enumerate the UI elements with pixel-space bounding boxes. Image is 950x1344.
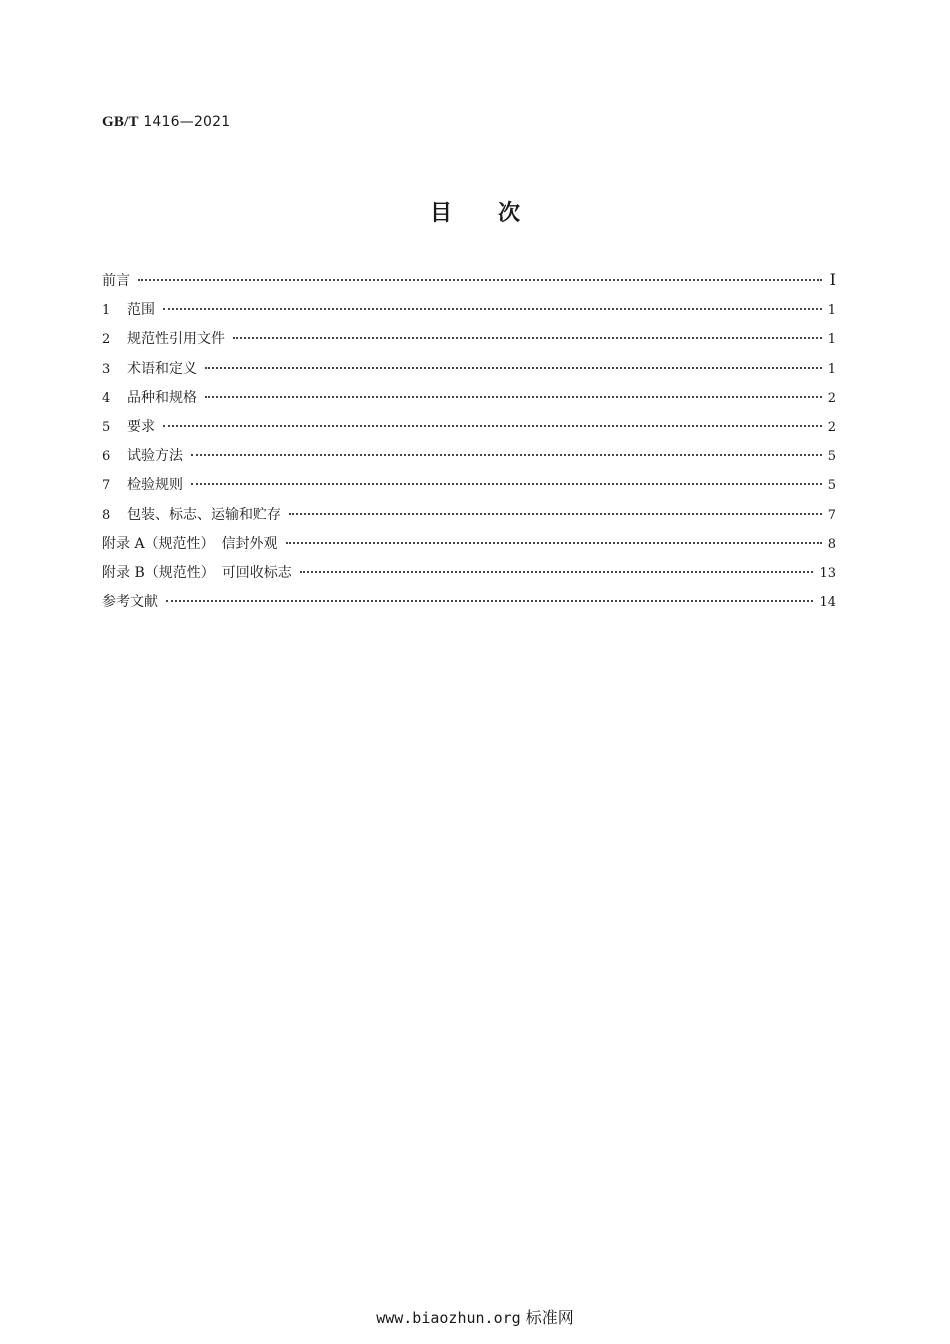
footer-url[interactable]: www.biaozhun.org	[376, 1309, 521, 1327]
standard-number: 1416—2021	[143, 114, 231, 130]
footer-site-name: 标准网	[525, 1308, 574, 1327]
toc-leader-dots	[163, 308, 822, 310]
page-footer	[0, 1305, 950, 1328]
toc-entry-page: 5	[827, 478, 836, 494]
toc-entry-page: 13	[819, 565, 836, 581]
toc-entry-label: 附录 B（规范性） 可回收标志	[102, 564, 292, 581]
table-of-contents	[102, 270, 836, 620]
toc-entry-inspection-rules[interactable]	[102, 474, 836, 503]
toc-entry-foreword[interactable]	[102, 270, 836, 299]
toc-entry-label: 参考文献	[102, 594, 158, 611]
toc-entry-number: 1	[102, 303, 111, 319]
standard-code	[102, 114, 230, 131]
page-title	[0, 196, 950, 227]
toc-entry-page: 7	[827, 507, 836, 523]
toc-entry-label: 要求	[127, 418, 155, 435]
toc-entry-label: 品种和规格	[127, 389, 197, 406]
toc-entry-number: 7	[102, 478, 111, 494]
title-char-2: 次	[498, 201, 521, 226]
toc-entry-page: 1	[827, 332, 836, 348]
toc-entry-page: 5	[827, 449, 836, 465]
toc-leader-dots	[289, 513, 822, 515]
toc-entry-label: 范围	[127, 302, 155, 319]
toc-entry-page: 2	[827, 419, 836, 435]
toc-leader-dots	[233, 337, 822, 339]
toc-leader-dots	[163, 425, 822, 427]
toc-entry-label: 附录 A（规范性） 信封外观	[102, 535, 278, 552]
toc-leader-dots	[205, 396, 822, 398]
toc-entry-packaging[interactable]	[102, 504, 836, 533]
toc-leader-dots	[205, 367, 822, 369]
toc-leader-dots	[286, 542, 822, 544]
toc-entry-requirements[interactable]	[102, 416, 836, 445]
toc-entry-label: 术语和定义	[127, 360, 197, 377]
toc-entry-number: 5	[102, 419, 111, 435]
toc-entry-annex-a[interactable]	[102, 533, 836, 562]
toc-leader-dots	[191, 483, 822, 485]
toc-entry-page: 14	[819, 595, 836, 611]
toc-entry-number: 2	[102, 332, 111, 348]
toc-entry-annex-b[interactable]	[102, 562, 836, 591]
toc-entry-label: 试验方法	[127, 448, 183, 465]
toc-entry-number: 6	[102, 449, 111, 465]
toc-leader-dots	[138, 279, 822, 281]
toc-entry-varieties-specs[interactable]	[102, 387, 836, 416]
toc-leader-dots	[166, 600, 813, 602]
toc-entry-scope[interactable]	[102, 299, 836, 328]
toc-entry-test-methods[interactable]	[102, 445, 836, 474]
toc-entry-page: 1	[827, 361, 836, 377]
toc-entry-normative-references[interactable]	[102, 328, 836, 357]
toc-entry-label: 前言	[102, 273, 130, 289]
toc-entry-number: 3	[102, 361, 111, 377]
standard-prefix: GB/T	[102, 114, 139, 130]
toc-entry-number: 4	[102, 390, 111, 406]
toc-entry-label: 检验规则	[127, 477, 183, 494]
toc-entry-number: 8	[102, 507, 111, 523]
toc-entry-page: Ⅰ	[829, 270, 836, 289]
toc-entry-page: 1	[827, 303, 836, 319]
toc-leader-dots	[300, 571, 814, 573]
toc-entry-label: 包装、标志、运输和贮存	[127, 506, 281, 523]
toc-entry-terms-definitions[interactable]	[102, 358, 836, 387]
toc-entry-label: 规范性引用文件	[127, 331, 225, 348]
toc-entry-bibliography[interactable]	[102, 591, 836, 620]
toc-entry-page: 2	[827, 390, 836, 406]
title-char-1: 目	[429, 201, 452, 226]
toc-leader-dots	[191, 454, 822, 456]
toc-entry-page: 8	[827, 536, 836, 552]
